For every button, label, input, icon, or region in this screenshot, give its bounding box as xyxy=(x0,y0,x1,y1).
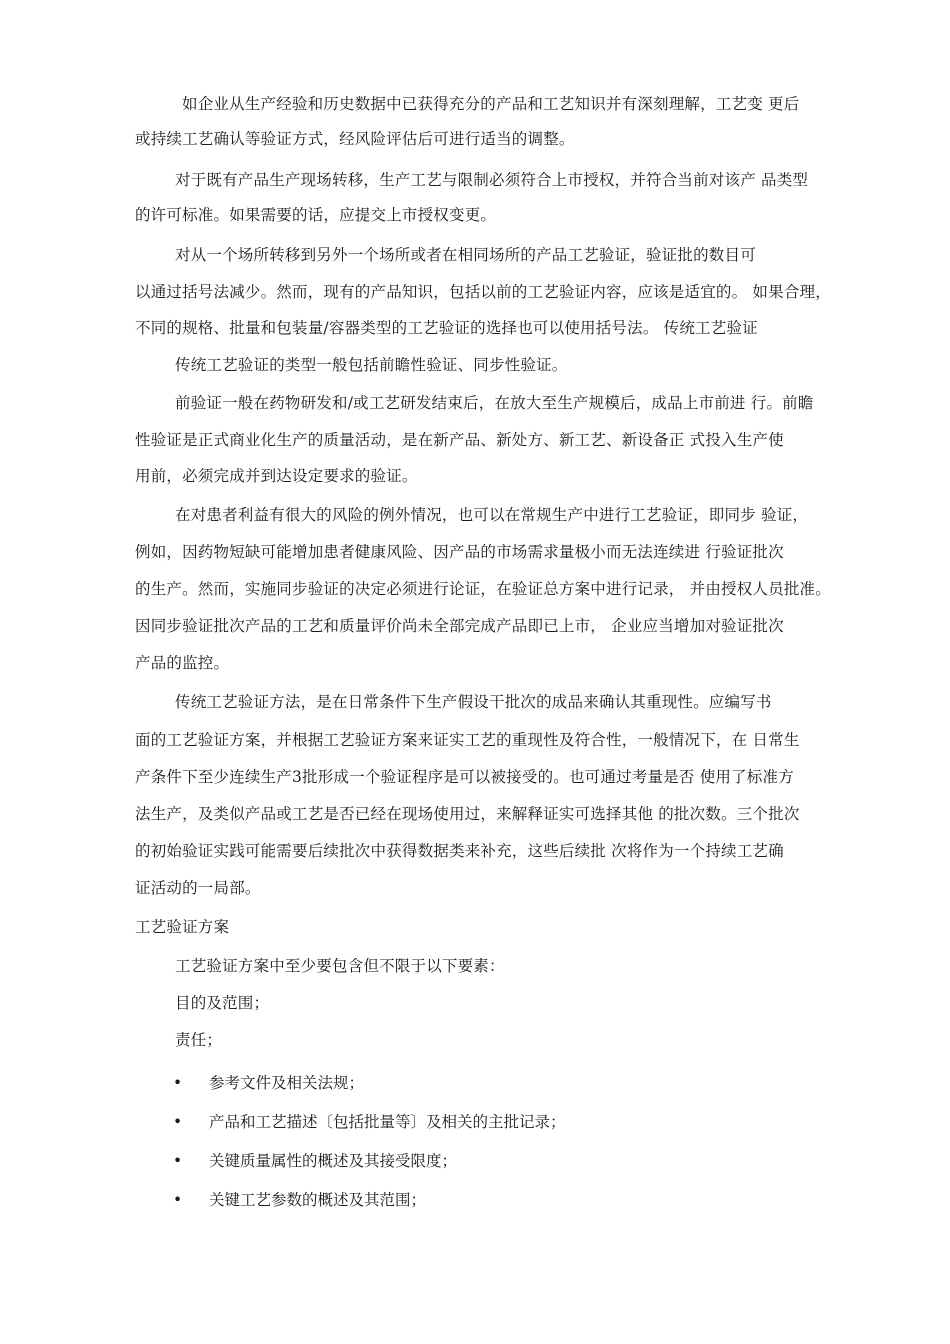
body-text-line: 在对患者利益有很大的风险的例外情况，也可以在常规生产中进行工艺验证，即同步 验证， xyxy=(175,506,809,524)
body-text-line: 或持续工艺确认等验证方式，经风险评估后可进行适当的调整。 xyxy=(135,130,575,148)
body-text-line: 法生产，及类似产品或工艺是否已经在现场使用过，来解释证实可选择其他 的批次数。三个批次 xyxy=(135,805,800,823)
bullet-list-item xyxy=(173,1112,566,1132)
bullet-icon: • xyxy=(173,1113,183,1131)
body-text-line: 前验证一般在药物研发和/或工艺研发结束后，在放大至生产规模后，成品上市前进 行。前瞻 xyxy=(175,394,814,412)
bullet-list-item xyxy=(173,1073,364,1093)
body-text-line: 产条件下至少连续生产3批形成一个验证程序是可以被接受的。也可通过考量是否 使用了标准方 xyxy=(135,768,794,786)
list-item: 责任； xyxy=(175,1031,223,1049)
bullet-icon: • xyxy=(173,1152,183,1170)
body-text-line: 传统工艺验证的类型一般包括前瞻性验证、同步性验证。 xyxy=(175,356,568,374)
body-text-line: 用前，必须完成并到达设定要求的验证。 xyxy=(135,467,418,485)
section-intro: 工艺验证方案中至少要包含但不限于以下要素： xyxy=(175,957,505,975)
bullet-item-text: 关键质量属性的概述及其接受限度； xyxy=(209,1152,458,1170)
bullet-list-item xyxy=(173,1190,426,1210)
body-text-line: 产品的监控。 xyxy=(135,654,230,672)
bullet-icon: • xyxy=(173,1191,183,1209)
list-item: 目的及范围； xyxy=(175,994,270,1012)
body-text-line: 对于既有产品生产现场转移，生产工艺与限制必须符合上市授权，并符合当前对该产 品类型 xyxy=(175,171,809,189)
section-heading: 工艺验证方案 xyxy=(135,918,230,936)
body-text-line: 不同的规格、批量和包装量/容器类型的工艺验证的选择也可以使用括号法。 传统工艺验证 xyxy=(135,319,758,337)
bullet-icon: • xyxy=(173,1074,183,1092)
bullet-item-text: 参考文件及相关法规； xyxy=(209,1074,365,1092)
body-text-line: 的生产。然而，实施同步验证的决定必须进行论证，在验证总方案中进行记录， 并由授权人员批准。 xyxy=(135,580,831,598)
body-text-line: 性验证是正式商业化生产的质量活动，是在新产品、新处方、新工艺、新设备正 式投入生产使 xyxy=(135,431,784,449)
body-text-line: 证活动的一局部。 xyxy=(135,879,261,897)
body-text-line: 因同步验证批次产品的工艺和质量评价尚未全部完成产品即已上市， 企业应当增加对验证批次 xyxy=(135,617,784,635)
body-text-line: 以通过括号法减少。然而，现有的产品知识，包括以前的工艺验证内容，应该是适宜的。 如果合理， xyxy=(135,283,831,301)
body-text-line: 对从一个场所转移到另外一个场所或者在相同场所的产品工艺验证，验证批的数目可 xyxy=(175,246,756,264)
bullet-item-text: 关键工艺参数的概述及其范围； xyxy=(209,1191,427,1209)
body-text-line: 如企业从生产经验和历史数据中已获得充分的产品和工艺知识并有深刻理解，工艺变 更后 xyxy=(182,95,800,113)
body-text-line: 的初始验证实践可能需要后续批次中获得数据类来补充，这些后续批 次将作为一个持续工艺确 xyxy=(135,842,784,860)
bullet-list-item xyxy=(173,1151,457,1171)
body-text-line: 面的工艺验证方案，并根据工艺验证方案来证实工艺的重现性及符合性，一般情况下，在 日常生 xyxy=(135,731,800,749)
body-text-line: 例如，因药物短缺可能增加患者健康风险、因产品的市场需求量极小而无法连续进 行验证批次 xyxy=(135,543,784,561)
body-text-line: 传统工艺验证方法，是在日常条件下生产假设干批次的成品来确认其重现性。应编写书 xyxy=(175,693,772,711)
bullet-item-text: 产品和工艺描述〔包括批量等〕及相关的主批记录； xyxy=(209,1113,566,1131)
body-text-line: 的许可标准。如果需要的话，应提交上市授权变更。 xyxy=(135,206,497,224)
